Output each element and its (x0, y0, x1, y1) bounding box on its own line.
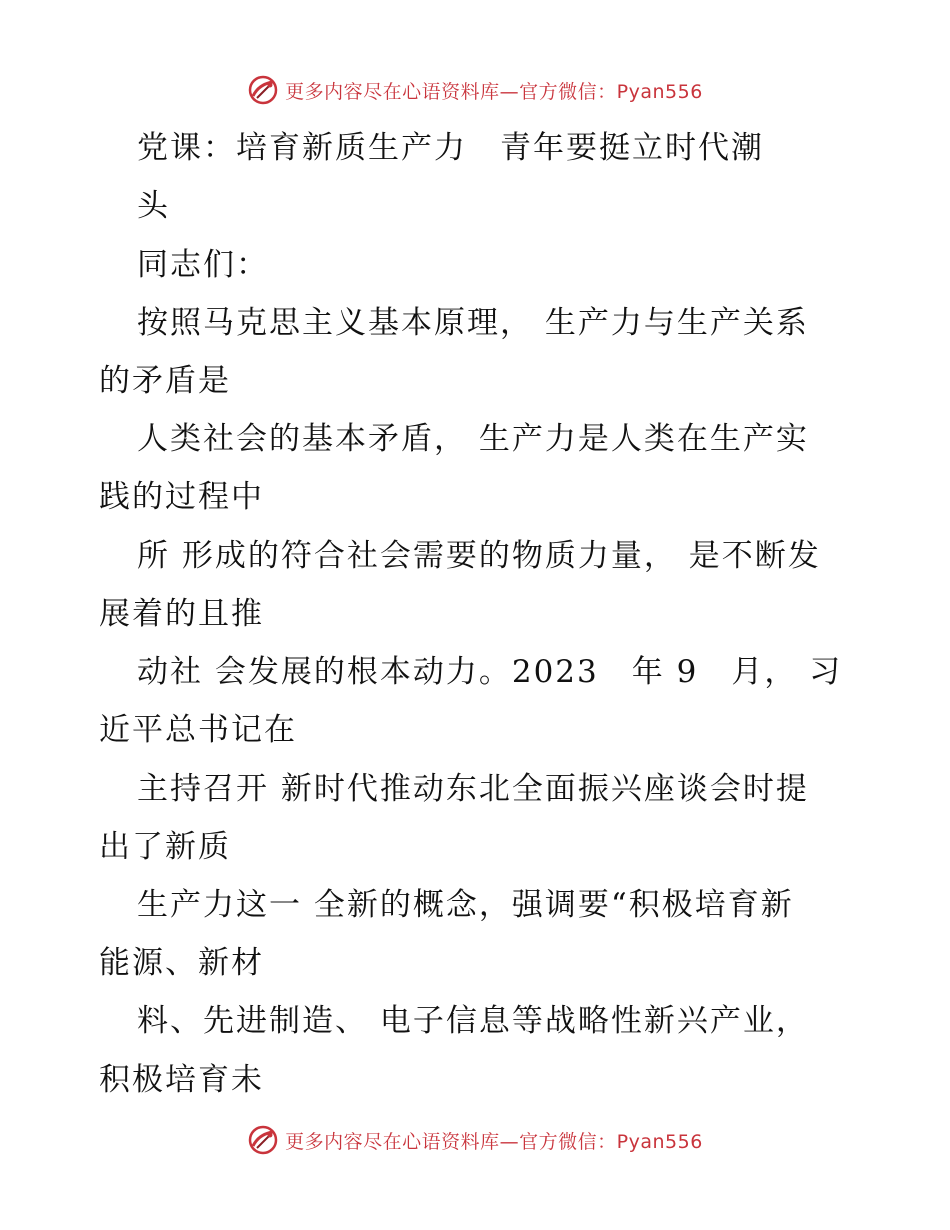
doc-line: 的矛盾是 (99, 363, 231, 399)
doc-line: 践的过程中 (99, 479, 264, 515)
doc-title-line-1: 党课：培育新质生产力 青年要挺立时代潮 (137, 130, 764, 166)
doc-line: 近平总书记在 (99, 712, 297, 748)
footer-banner-text: 更多内容尽在心语资料库—官方微信：Pyan556 (285, 1130, 703, 1153)
doc-title-line-2: 头 (137, 188, 170, 224)
header-banner-text: 更多内容尽在心语资料库—官方微信：Pyan556 (285, 80, 703, 103)
doc-line: 出了新质 (99, 829, 231, 865)
doc-line: 能源、新材 (99, 945, 264, 981)
doc-line: 积极培育未 (99, 1062, 264, 1098)
doc-line: 主持召开 新时代推动东北全面振兴座谈会时提 (137, 771, 809, 807)
doc-line: 动社 会发展的根本动力。2023 年 9 月， 习 (137, 654, 843, 690)
doc-line: 展着的且推 (99, 596, 264, 632)
doc-salutation: 同志们： (137, 247, 269, 283)
scroll-pen-logo-icon (247, 74, 279, 106)
doc-line: 料、先进制造、 电子信息等战略性新兴产业， (137, 1003, 809, 1039)
header-banner (0, 70, 950, 110)
doc-line: 生产力这一 全新的概念，强调要“积极培育新 (137, 887, 794, 923)
doc-line: 按照马克思主义基本原理， 生产力与生产关系 (137, 305, 809, 341)
doc-line: 所 形成的符合社会需要的物质力量， 是不断发 (137, 538, 821, 574)
footer-banner (0, 1120, 950, 1160)
doc-line: 人类社会的基本矛盾， 生产力是人类在生产实 (137, 421, 809, 457)
scroll-pen-logo-icon (247, 1124, 279, 1156)
